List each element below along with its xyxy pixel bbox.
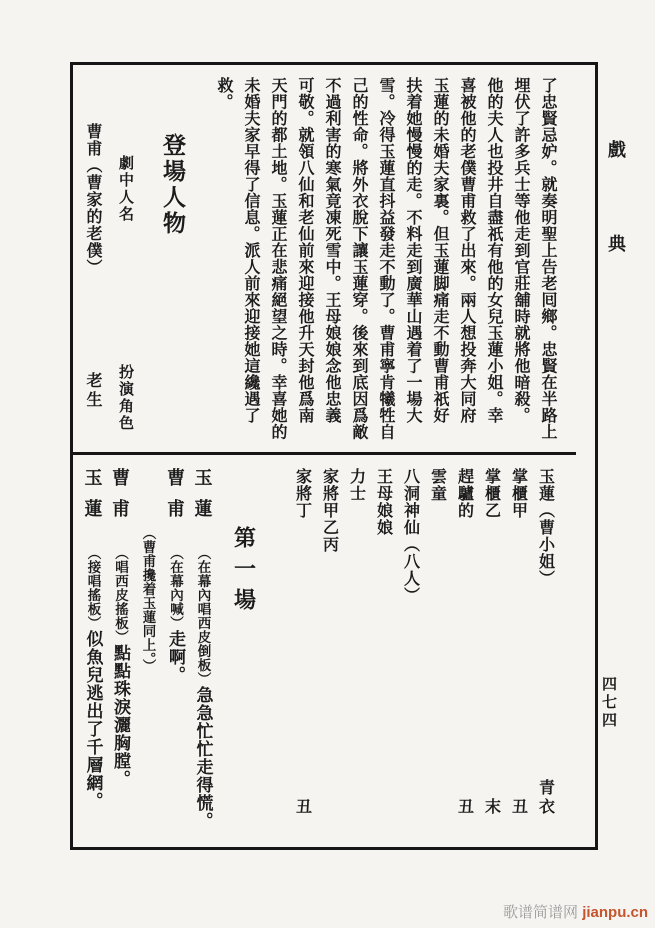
- cast-role-header: 扮演角色: [117, 364, 133, 432]
- cast-entry-name: 趕驢的: [455, 468, 473, 519]
- watermark-site-url: jianpu.cn: [582, 904, 649, 921]
- stage-direction: （曹甫攙着玉蓮同上。）: [140, 526, 156, 674]
- cast-entry-name: 力士: [347, 468, 365, 502]
- synopsis-column: 雪。冷得玉蓮直抖益發走不動了。曹甫寧肯犧牲自: [377, 77, 394, 440]
- synopsis-column: 天門的都土地。玉蓮正在悲痛絕望之時。幸喜她的: [269, 77, 286, 440]
- dialogue-line: [189, 468, 217, 839]
- speaker-name: 玉蓮: [192, 468, 213, 530]
- synopsis-column: 扶着她慢慢的走。不料走到廣華山遇着了一場大: [404, 77, 421, 424]
- speaker-name: 曹甫: [110, 468, 130, 530]
- cast-entry: [424, 468, 451, 839]
- cast-table-header: [116, 77, 134, 446]
- cast-entry-role: 丑: [455, 798, 473, 817]
- synopsis-column: 玉蓮的未婚夫家裏。但玉蓮脚痛走不動曹甫祇好: [431, 77, 448, 424]
- stage-direction: （接唱搖板）: [85, 546, 101, 630]
- cast-entry-name: 玉蓮（曹小姐）: [536, 468, 554, 587]
- page-number: 四七四: [600, 676, 616, 730]
- top-section: [73, 65, 576, 455]
- cast-entry: [289, 468, 316, 839]
- line-text: 似魚兒逃出了千層網。: [83, 630, 103, 810]
- cast-entry-name: 家將丁: [293, 468, 311, 519]
- cast-entry: [370, 468, 397, 839]
- dialogue-line: [107, 468, 135, 839]
- cast-list-continued: [289, 468, 559, 839]
- dialogue-lines: [79, 468, 217, 839]
- synopsis-column: 喜被他的老僕曹甫救了出來。兩人想投奔大同府: [458, 77, 475, 424]
- cast-entry-role: 丑: [509, 798, 527, 817]
- synopsis-column: 未婚夫家早得了信息。派人前來迎接她這纔遇了: [242, 77, 259, 424]
- line-text: 急急忙忙走得慌。: [193, 686, 213, 830]
- line-text: 點點珠淚灑胸膛。: [111, 644, 130, 788]
- cast-entry-role: 末: [482, 798, 500, 817]
- stage-direction: （在幕內唱西皮倒板）: [195, 546, 211, 686]
- synopsis-column: 不過利害的寒氣竟凍死雪中。王母娘娘念他忠義: [323, 77, 340, 424]
- cast-entry-name: 王母娘娘: [374, 468, 392, 536]
- cast-name-header: 劇中人名: [117, 155, 133, 223]
- speaker-name: 玉蓮: [82, 468, 103, 530]
- synopsis: [210, 77, 561, 446]
- synopsis-column: 他的夫人也投井自盡祇有他的女兒玉蓮小姐。幸: [485, 77, 502, 424]
- cast-entry: [316, 468, 343, 839]
- line-text: 走啊。: [166, 630, 185, 684]
- cast-entry-name: 曹甫（曹家的老僕）: [84, 123, 101, 276]
- cast-entry-name: 家將甲乙丙: [320, 468, 338, 553]
- cast-entry-role: 老生: [84, 372, 101, 410]
- bottom-section: [73, 455, 587, 847]
- cast-entry: [81, 77, 104, 446]
- cast-entry: [343, 468, 370, 839]
- cast-entry-name: 雲童: [428, 468, 446, 502]
- cast-section-title: 登場人物: [160, 133, 185, 237]
- book-title: 戲典: [606, 140, 626, 328]
- cast-entry-role: 青衣: [536, 779, 554, 817]
- watermark-site-name: 歌谱简谱网: [503, 904, 579, 921]
- scene-heading: 第一場: [231, 526, 257, 619]
- cast-entry: [478, 468, 505, 839]
- cast-entry: [451, 468, 478, 839]
- dialogue-line: [162, 468, 190, 839]
- dialogue-line: [79, 468, 107, 839]
- stage-direction: （唱西皮搖板）: [113, 546, 128, 644]
- cast-entry: [532, 468, 559, 839]
- page-frame: [70, 62, 598, 850]
- cast-entry-name: 掌櫃乙: [482, 468, 500, 519]
- synopsis-column: 己的性命。將外衣脫下讓玉蓮穿。後來到底因爲敵: [350, 77, 367, 440]
- synopsis-column: 埋伏了許多兵士等他走到官莊舖時就將他暗殺。: [512, 77, 529, 424]
- watermark: [503, 901, 648, 922]
- synopsis-column: 了忠賢忌妒。就奏明聖上告老囘鄉。忠賢在半路上: [539, 77, 556, 440]
- synopsis-column: 救。: [215, 77, 232, 110]
- cast-entry-role: 丑: [293, 798, 311, 817]
- cast-entry: [397, 468, 424, 839]
- speaker-name: 曹甫: [165, 468, 185, 530]
- synopsis-column: 可敬。就領八仙和老仙前來迎接他升天封他爲南: [296, 77, 313, 424]
- cast-entry-name: 掌櫃甲: [509, 468, 527, 519]
- cast-entry: [505, 468, 532, 839]
- stage-direction: （在幕內喊）: [168, 546, 183, 630]
- dialogue-line: [134, 468, 162, 839]
- cast-entry-name: 八洞神仙（八人）: [401, 468, 419, 604]
